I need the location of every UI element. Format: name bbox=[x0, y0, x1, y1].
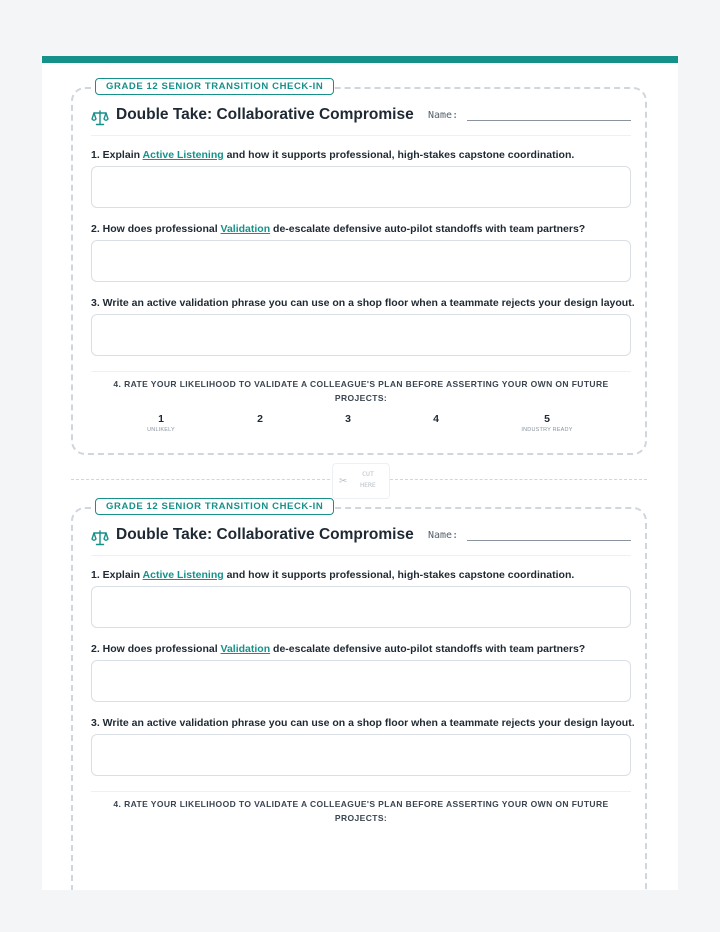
worksheet-page bbox=[42, 56, 678, 890]
card-header bbox=[91, 525, 631, 555]
scissors-icon: ✂ bbox=[339, 476, 348, 487]
question-2: 2. How does professional Validation de-escalate defensive auto-pilot standoffs with team partners? bbox=[91, 223, 586, 235]
name-field[interactable] bbox=[467, 540, 631, 541]
rating-question: 4. RATE YOUR LIKELIHOOD TO VALIDATE A COLLEAGUE'S PLAN BEFORE ASSERTING YOUR OWN ON FUTURE PROJECTS: bbox=[113, 799, 609, 823]
term-validation: Validation bbox=[220, 223, 271, 235]
worksheet-title: Double Take: Collaborative Compromise bbox=[116, 526, 414, 543]
answer-box-1[interactable] bbox=[91, 586, 631, 628]
divider bbox=[91, 791, 631, 792]
worksheet-card-bottom bbox=[71, 501, 647, 890]
cut-here-marker bbox=[332, 463, 390, 499]
rating-option-1[interactable]: 1 bbox=[158, 413, 164, 425]
question-1: 1. Explain Active Listening and how it supports professional, high-stakes capstone coordination. bbox=[91, 569, 575, 581]
cut-here-label: CUT HERE bbox=[360, 470, 376, 489]
answer-box-2[interactable] bbox=[91, 660, 631, 702]
answer-box-1[interactable] bbox=[91, 166, 631, 208]
question-2: 2. How does professional Validation de-escalate defensive auto-pilot standoffs with team partners? bbox=[91, 643, 586, 655]
term-active-listening: Active Listening bbox=[142, 569, 224, 581]
grade-badge: GRADE 12 SENIOR TRANSITION CHECK-IN bbox=[95, 498, 334, 515]
term-validation: Validation bbox=[220, 643, 271, 655]
card-header bbox=[91, 105, 631, 135]
term-active-listening: Active Listening bbox=[142, 149, 224, 161]
divider bbox=[91, 555, 631, 556]
grade-badge: GRADE 12 SENIOR TRANSITION CHECK-IN bbox=[95, 78, 334, 95]
rating-max-label: INDUSTRY READY bbox=[521, 427, 573, 433]
question-3: 3. Write an active validation phrase you can use on a shop floor when a teammate rejects your design layout. bbox=[91, 297, 635, 309]
cut-line-left bbox=[71, 479, 330, 480]
answer-box-3[interactable] bbox=[91, 734, 631, 776]
question-3: 3. Write an active validation phrase you can use on a shop floor when a teammate rejects your design layout. bbox=[91, 717, 635, 729]
divider bbox=[91, 135, 631, 136]
worksheet-title: Double Take: Collaborative Compromise bbox=[116, 106, 414, 123]
rating-scale bbox=[91, 413, 631, 443]
rating-option-4[interactable]: 4 bbox=[433, 413, 439, 425]
balance-scale-icon bbox=[91, 109, 109, 127]
cut-line-right bbox=[390, 479, 647, 480]
rating-question: 4. RATE YOUR LIKELIHOOD TO VALIDATE A COLLEAGUE'S PLAN BEFORE ASSERTING YOUR OWN ON FUTURE PROJECTS: bbox=[113, 379, 609, 403]
rating-option-3[interactable]: 3 bbox=[345, 413, 351, 425]
name-field[interactable] bbox=[467, 120, 631, 121]
balance-scale-icon bbox=[91, 529, 109, 547]
worksheet-card-top bbox=[71, 81, 647, 455]
answer-box-2[interactable] bbox=[91, 240, 631, 282]
question-1: 1. Explain Active Listening and how it supports professional, high-stakes capstone coordination. bbox=[91, 149, 575, 161]
rating-option-5[interactable]: 5 bbox=[544, 413, 550, 425]
name-label: Name: bbox=[428, 530, 459, 541]
name-label: Name: bbox=[428, 110, 459, 121]
accent-top-bar bbox=[42, 56, 678, 63]
rating-min-label: UNLIKELY bbox=[147, 427, 175, 433]
divider bbox=[91, 371, 631, 372]
rating-option-2[interactable]: 2 bbox=[257, 413, 263, 425]
answer-box-3[interactable] bbox=[91, 314, 631, 356]
